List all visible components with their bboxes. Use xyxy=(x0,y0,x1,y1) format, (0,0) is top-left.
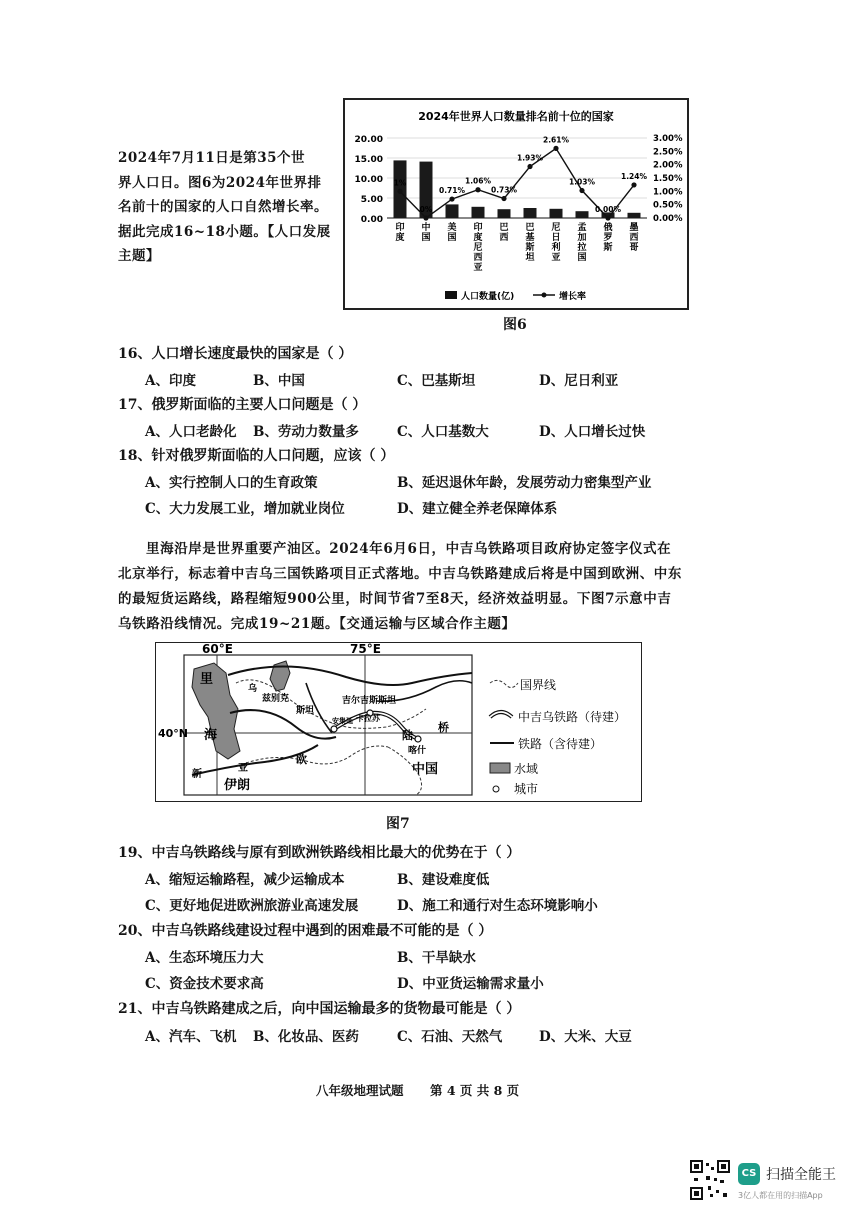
figure6-caption: 图6 xyxy=(503,317,527,333)
q19-option-b[interactable]: B、建设难度低 xyxy=(397,872,490,888)
legend-bar-label: 人口数量(亿) xyxy=(461,292,515,302)
intro-text xyxy=(118,146,340,269)
legend-bar-swatch xyxy=(445,291,457,299)
category-label: 加 xyxy=(577,233,587,243)
question-17: 17、俄罗斯面临的主要人口问题是（ ） xyxy=(118,397,367,413)
growth-rate-label: 1.03% xyxy=(568,177,596,187)
question-16: 16、人口增长速度最快的国家是（ ） xyxy=(118,346,353,362)
label-kashgar: 喀什 xyxy=(408,746,427,756)
population-bar xyxy=(628,213,641,218)
q17-option-a[interactable]: A、人口老龄化 xyxy=(145,424,237,440)
population-bar xyxy=(576,211,589,218)
category-label: 国 xyxy=(447,233,457,243)
category-label: 尼 xyxy=(473,243,483,253)
q19-option-a[interactable]: A、缩短运输路程，减少运输成本 xyxy=(145,872,345,888)
category-label: 俄 xyxy=(603,223,613,233)
legend-water: 水域 xyxy=(514,762,539,776)
category-label: 西 xyxy=(473,253,483,263)
growth-rate-label: 0.00% xyxy=(594,205,622,214)
category-label: 拉 xyxy=(577,243,587,253)
q19-option-d[interactable]: D、施工和通行对生态环境影响小 xyxy=(397,898,598,914)
category-label: 墨 xyxy=(629,223,639,233)
left-tick-label: 15.00 xyxy=(354,155,383,165)
category-label: 基 xyxy=(525,233,535,243)
question-18: 18、针对俄罗斯面临的人口问题，应该（ ） xyxy=(118,448,395,464)
growth-rate-point xyxy=(501,196,506,201)
category-label: 中 xyxy=(421,223,431,233)
footer-subject: 八年级地理试题 xyxy=(316,1083,404,1098)
category-label: 美 xyxy=(447,223,457,233)
growth-rate-label: 1% xyxy=(393,178,407,188)
category-label: 国 xyxy=(577,253,587,263)
right-tick-label: 0.50% xyxy=(653,200,683,211)
legend-line-marker xyxy=(542,293,547,298)
lon-label-60e: 60°E xyxy=(202,643,233,656)
category-label: 日 xyxy=(551,233,561,243)
intro-line: 名前十的国家的人口自然增长率。 xyxy=(118,199,328,215)
label-uzbek2: 兹别克 xyxy=(262,694,290,704)
intro-line: 主题】 xyxy=(118,248,160,264)
q17-option-b[interactable]: B、劳动力数量多 xyxy=(253,424,359,440)
category-label: 坦 xyxy=(525,253,535,263)
q17-option-c[interactable]: C、人口基数大 xyxy=(397,424,489,440)
growth-rate-point xyxy=(605,215,610,220)
chart-title: 2024年世界人口数量排名前十位的国家 xyxy=(418,110,614,123)
category-label: 哥 xyxy=(629,243,639,253)
label-asia: 亚 xyxy=(238,763,248,774)
map-legend xyxy=(490,677,626,796)
figure7-map-frame xyxy=(155,642,642,802)
category-label: 西 xyxy=(499,233,509,243)
category-label: 斯 xyxy=(525,243,535,253)
growth-rate-label: 0.73% xyxy=(490,185,518,195)
category-label: 度 xyxy=(395,233,405,243)
label-iran: 伊朗 xyxy=(224,778,251,793)
passage-line: 北京举行，标志着中吉乌三国铁路项目正式落地。中吉乌铁路建成后将是中国到欧洲、中东 xyxy=(118,566,682,582)
label-uzbek3: 斯坦 xyxy=(296,706,315,716)
q16-option-d[interactable]: D、尼日利亚 xyxy=(539,373,619,389)
category-label: 巴 xyxy=(499,223,509,233)
q20-option-d[interactable]: D、中亚货运输需求量小 xyxy=(397,976,544,992)
growth-rate-label: 0% xyxy=(419,205,433,214)
q20-option-c[interactable]: C、资金技术要求高 xyxy=(145,976,264,992)
watermark-subtitle: 3亿人都在用的扫描App xyxy=(738,1191,823,1200)
population-bar xyxy=(550,209,563,218)
q20-option-b[interactable]: B、干旱缺水 xyxy=(397,950,476,966)
label-xin: 新 xyxy=(192,769,202,780)
legend-cku-railway: 中吉乌铁路（待建） xyxy=(518,710,627,724)
scan-margin xyxy=(0,1140,860,1217)
qr-code-icon xyxy=(690,1160,730,1200)
q18-option-c[interactable]: C、大力发展工业，增加就业岗位 xyxy=(145,501,345,517)
passage-line: 里海沿岸是世界重要产油区。2024年6月6日，中吉乌铁路项目政府协定签字仪式在 xyxy=(146,541,672,557)
railway-map xyxy=(156,643,641,801)
category-label: 利 xyxy=(551,243,561,253)
q21-option-d[interactable]: D、大米、大豆 xyxy=(539,1029,632,1045)
growth-rate-point xyxy=(553,146,558,151)
category-label: 度 xyxy=(473,233,483,243)
passage-line: 乌铁路沿线情况。完成19~21题。【交通运输与区域合作主题】 xyxy=(118,616,516,632)
q19-option-c[interactable]: C、更好地促进欧洲旅游业高速发展 xyxy=(145,898,359,914)
growth-rate-point xyxy=(527,164,532,169)
figure7-caption: 图7 xyxy=(386,816,410,832)
legend-border: 国界线 xyxy=(520,678,557,692)
category-label: 斯 xyxy=(603,243,613,253)
right-tick-label: 2.00% xyxy=(653,160,683,171)
q21-option-b[interactable]: B、化妆品、医药 xyxy=(253,1029,359,1045)
legend-city: 城市 xyxy=(514,782,539,796)
passage xyxy=(118,537,718,637)
category-label: 亚 xyxy=(551,253,561,263)
label-land: 陆 xyxy=(402,729,413,742)
q16-option-c[interactable]: C、巴基斯坦 xyxy=(397,373,476,389)
q17-option-d[interactable]: D、人口增长过快 xyxy=(539,424,646,440)
growth-rate-point xyxy=(631,182,636,187)
label-sea1: 里 xyxy=(200,672,214,687)
q18-option-d[interactable]: D、建立健全养老保障体系 xyxy=(397,501,558,517)
q21-option-a[interactable]: A、汽车、飞机 xyxy=(145,1029,237,1045)
figure6-frame xyxy=(343,98,689,310)
q16-option-a[interactable]: A、印度 xyxy=(145,373,196,389)
q16-option-b[interactable]: B、中国 xyxy=(253,373,305,389)
category-label: 巴 xyxy=(525,223,535,233)
growth-rate-point xyxy=(423,215,428,220)
label-karasu: 卡拉苏 xyxy=(356,714,380,723)
population-bar xyxy=(446,204,459,218)
q21-option-c[interactable]: C、石油、天然气 xyxy=(397,1029,503,1045)
q18-option-b[interactable]: B、延迟退休年龄，发展劳动力密集型产业 xyxy=(397,475,652,491)
intro-line: 2024年7月11日是第35个世 xyxy=(118,150,306,166)
watermark-title: 扫描全能王 xyxy=(766,1167,836,1183)
right-tick-label: 3.00% xyxy=(653,134,683,144)
growth-rate-point xyxy=(579,188,584,193)
category-label: 国 xyxy=(421,233,431,243)
question-21: 21、中吉乌铁路建成之后，向中国运输最多的货物最可能是（ ） xyxy=(118,1001,521,1017)
growth-rate-point xyxy=(397,189,402,194)
left-tick-label: 5.00 xyxy=(360,195,383,205)
label-china: 中国 xyxy=(412,762,439,777)
label-andijan: 安集延 xyxy=(332,717,353,725)
lon-label-75e: 75°E xyxy=(350,643,381,656)
left-tick-label: 0.00 xyxy=(360,215,383,225)
label-bridge: 桥 xyxy=(438,721,449,734)
legend-railway: 铁路（含待建） xyxy=(518,737,603,751)
population-bar xyxy=(498,209,511,218)
camscanner-logo: CS xyxy=(738,1163,760,1185)
q18-option-a[interactable]: A、实行控制人口的生育政策 xyxy=(145,475,318,491)
passage-line: 的最短货运路线，路程缩短900公里，时间节省7至8天，经济效益明显。下图7示意中吉 xyxy=(118,591,672,607)
right-tick-label: 0.00% xyxy=(653,214,683,224)
growth-rate-label: 0.71% xyxy=(438,186,466,196)
growth-rate-label: 1.93% xyxy=(516,153,544,163)
population-bar xyxy=(524,208,537,218)
legend-line-label: 增长率 xyxy=(559,292,587,302)
city-andijan-marker xyxy=(331,726,337,732)
question-20: 20、中吉乌铁路线建设过程中遇到的困难最不可能的是（ ） xyxy=(118,923,493,939)
intro-line: 据此完成16~18小题。【人口发展 xyxy=(118,223,331,240)
category-label: 孟 xyxy=(577,223,587,233)
population-chart xyxy=(345,100,687,308)
aral-sea xyxy=(270,661,290,691)
right-tick-label: 2.50% xyxy=(653,147,683,158)
footer-page-number: 第 4 页 共 8 页 xyxy=(430,1083,520,1098)
growth-rate-label: 2.61% xyxy=(542,135,570,145)
growth-rate-point xyxy=(449,196,454,201)
left-tick-label: 10.00 xyxy=(354,175,383,185)
category-label: 尼 xyxy=(551,223,561,233)
right-tick-label: 1.00% xyxy=(653,187,683,198)
q20-option-a[interactable]: A、生态环境压力大 xyxy=(145,950,264,966)
city-kashgar-marker xyxy=(415,736,421,742)
label-sea2: 海 xyxy=(204,728,218,743)
growth-rate-label: 1.24% xyxy=(620,171,648,181)
label-kyrgyz: 吉尔吉斯斯坦 xyxy=(342,696,397,706)
category-label: 印 xyxy=(473,223,483,233)
category-label: 西 xyxy=(629,233,639,243)
left-tick-label: 20.00 xyxy=(354,135,383,145)
intro-line: 界人口日。图6为2024年世界排 xyxy=(118,174,322,191)
label-uzbek1: 乌 xyxy=(248,684,258,694)
right-tick-label: 1.50% xyxy=(653,174,683,184)
population-bar xyxy=(472,207,485,218)
lat-label-40n: 40°N xyxy=(158,727,189,740)
category-label: 罗 xyxy=(603,233,613,243)
category-label: 亚 xyxy=(473,263,483,273)
growth-rate-label: 1.06% xyxy=(464,176,492,186)
question-19: 19、中吉乌铁路线与原有到欧洲铁路线相比最大的优势在于（ ） xyxy=(118,845,521,861)
growth-rate-point xyxy=(475,187,480,192)
label-eu: 欧 xyxy=(296,753,307,766)
category-label: 印 xyxy=(395,223,405,233)
